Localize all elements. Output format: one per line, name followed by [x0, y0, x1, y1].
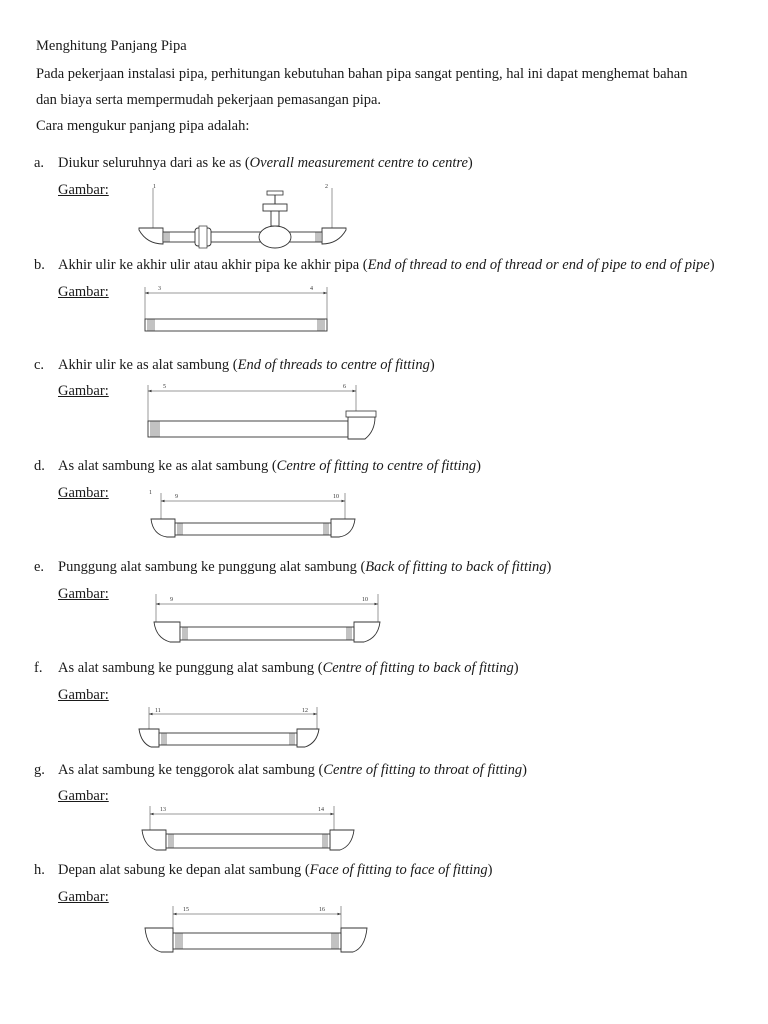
dimension-number: 13 [160, 807, 166, 813]
dimension-number: 14 [318, 807, 324, 813]
pipe-figure-d [145, 485, 365, 547]
list-marker: a. [34, 155, 45, 171]
item-italic-text: Centre of fitting to centre of fitting [276, 458, 477, 474]
item-italic-text: Centre of fitting to back of fitting [322, 660, 514, 676]
gambar-label-a: Gambar: [58, 182, 109, 198]
dimension-number: 16 [319, 907, 325, 913]
gambar-label-f: Gambar: [58, 687, 109, 703]
list-item-f [34, 660, 519, 677]
intro-paragraph-line-1: Pada pekerjaan instalasi pipa, perhitungan kebutuhan bahan pipa sangat penting, hal ini dapat menghemat bahan [36, 66, 688, 82]
item-close: ) [476, 458, 481, 474]
pipe-figure-g [138, 802, 363, 857]
dimension-number: 10 [362, 597, 368, 603]
gambar-label-g: Gambar: [58, 788, 109, 804]
pipe-figure-c [143, 381, 383, 443]
list-marker: f. [34, 660, 43, 676]
item-close: ) [513, 660, 519, 676]
item-close: ) [429, 357, 435, 373]
item-italic-text: Overall measurement centre to centre [249, 155, 468, 171]
list-marker: c. [34, 357, 45, 373]
item-text: As alat sambung ke punggung alat sambung ( [58, 660, 323, 676]
list-item-e [34, 559, 551, 576]
gambar-label-e: Gambar: [58, 586, 109, 602]
item-italic-text: Centre of fitting to throat of fitting [323, 762, 523, 778]
item-close: ) [522, 762, 527, 778]
item-italic-text: Face of fitting to face of fitting [309, 862, 488, 878]
dimension-number: 11 [155, 708, 161, 714]
dimension-number: 15 [183, 907, 189, 913]
pipe-figure-h [143, 902, 373, 964]
list-item-d [34, 458, 481, 475]
dimension-number: 6 [343, 384, 346, 390]
item-text: Diukur seluruhnya dari as ke as ( [58, 155, 250, 171]
item-text: Depan alat sabung ke depan alat sambung ( [58, 862, 310, 878]
list-item-g [34, 762, 527, 779]
item-italic-text: End of thread to end of thread or end of pipe to end of pipe [367, 257, 710, 273]
gambar-label-c: Gambar: [58, 383, 109, 399]
page-title: Menghitung Panjang Pipa [36, 38, 187, 54]
dimension-number: 1 [149, 490, 152, 496]
gambar-label-h: Gambar: [58, 889, 109, 905]
dimension-number: 12 [302, 708, 308, 714]
item-text: As alat sambung ke tenggorok alat sambung ( [58, 762, 324, 778]
list-item-a [34, 155, 473, 172]
list-marker: g. [34, 762, 45, 778]
pipe-figure-e [150, 590, 385, 650]
pipe-figure-b [140, 283, 335, 338]
list-marker: h. [34, 862, 45, 878]
list-marker: e. [34, 559, 45, 575]
dimension-number: 3 [158, 286, 161, 292]
list-item-h [34, 862, 493, 879]
item-italic-text: End of threads to centre of fitting [237, 357, 430, 373]
intro-paragraph-line-3: Cara mengukur panjang pipa adalah: [36, 118, 250, 134]
item-close: ) [709, 257, 715, 273]
dimension-number: 5 [163, 384, 166, 390]
list-item-b [34, 257, 715, 274]
list-item-c [34, 357, 435, 374]
dimension-number: 1 [153, 184, 156, 190]
item-text: Akhir ulir ke akhir ulir atau akhir pipa ke akhir pipa ( [58, 257, 368, 273]
item-close: ) [546, 559, 552, 575]
item-text: As alat sambung ke as alat sambung ( [58, 458, 277, 474]
intro-paragraph-line-2: dan biaya serta mempermudah pekerjaan pemasangan pipa. [36, 92, 382, 108]
dimension-number: 4 [310, 286, 313, 292]
pipe-figure-a [135, 182, 350, 252]
dimension-number: 9 [175, 494, 178, 500]
dimension-number: 10 [333, 494, 339, 500]
item-italic-text: Back of fitting to back of fitting [365, 559, 547, 575]
dimension-number: 9 [170, 597, 173, 603]
gambar-label-d: Gambar: [58, 485, 109, 501]
list-marker: d. [34, 458, 45, 474]
list-marker: b. [34, 257, 45, 273]
item-text: Akhir ulir ke as alat sambung ( [58, 357, 238, 373]
dimension-number: 2 [325, 184, 328, 190]
gambar-label-b: Gambar: [58, 284, 109, 300]
item-close: ) [467, 155, 473, 171]
item-close: ) [487, 862, 493, 878]
item-text: Punggung alat sambung ke punggung alat sambung ( [58, 559, 366, 575]
pipe-figure-f [135, 703, 325, 753]
